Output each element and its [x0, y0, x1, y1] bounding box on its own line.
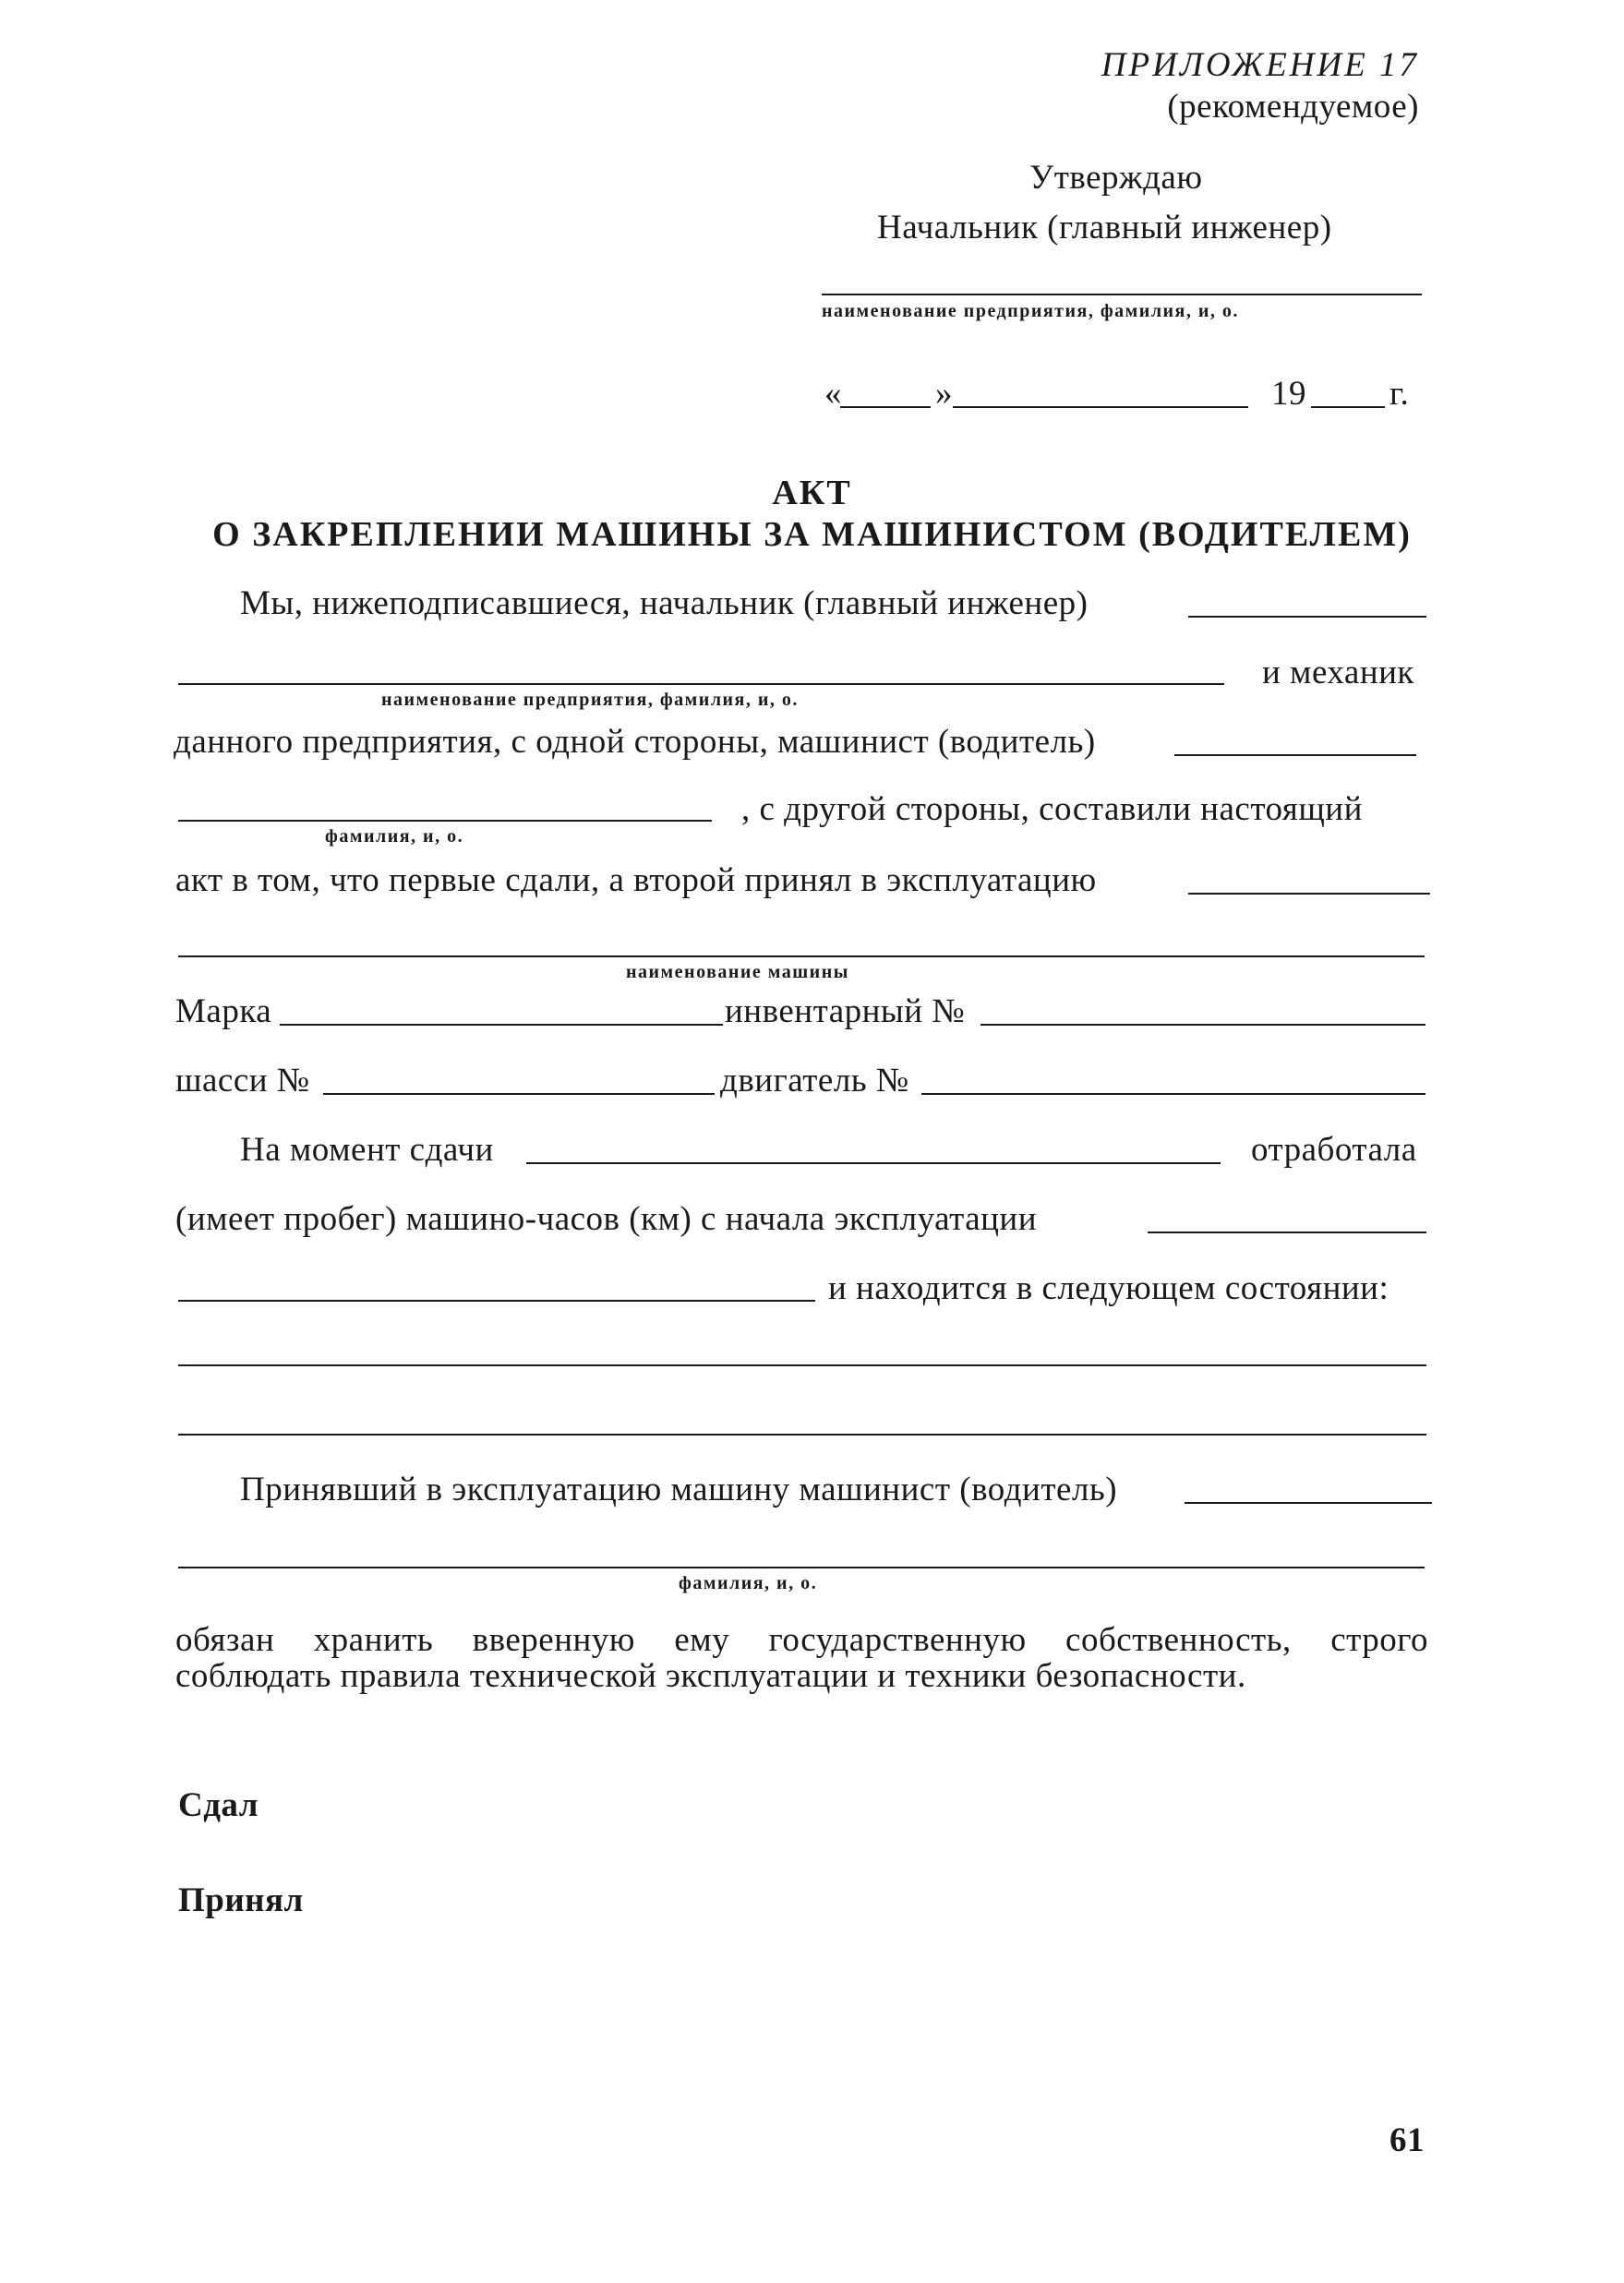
condition-line-1: [178, 1364, 1426, 1366]
approver-position: Начальник (главный инженер): [877, 209, 1332, 246]
enterprise-caption: наименование предприятия, фамилия, и, о.: [381, 690, 799, 710]
brand-fill-line: [280, 1024, 723, 1026]
act-subtitle: О ЗАКРЕПЛЕНИИ МАШИНЫ ЗА МАШИНИСТОМ (ВОДИТЕЛЕМ): [212, 515, 1412, 554]
date-quote-close: »: [935, 375, 953, 413]
act-title: АКТ: [772, 474, 852, 512]
approver-fill-line: [822, 294, 1422, 295]
handed-over-label: Сдал: [178, 1786, 259, 1824]
para-one-side: данного предприятия, с одной стороны, машинист (водитель): [174, 723, 1096, 761]
approver-caption: наименование предприятия, фамилия, и, о.: [822, 301, 1239, 321]
driver-name-caption: фамилия, и, о.: [325, 826, 464, 847]
approve-label: Утверждаю: [1029, 159, 1203, 197]
para-other-side: , с другой стороны, составили настоящий: [741, 790, 1363, 828]
para-accepted-driver: Принявший в эксплуатацию машину машинист (водитель): [240, 1471, 1118, 1508]
moment-label: На момент сдачи: [240, 1131, 494, 1169]
brand-label: Марка: [175, 992, 272, 1030]
engine-label: двигатель №: [720, 1062, 909, 1099]
driver-name-line: [178, 820, 712, 822]
machine-fill-line: [1188, 893, 1430, 895]
date-day-line: [840, 406, 931, 408]
engine-fill-line: [921, 1093, 1426, 1095]
moment-fill-line: [526, 1162, 1221, 1164]
mileage-fill-line: [1148, 1232, 1426, 1233]
date-year-line: [1311, 406, 1385, 408]
driver-fill-line: [1174, 754, 1416, 756]
worked-label: отработала: [1251, 1131, 1417, 1169]
inventory-label: инвентарный №: [725, 992, 966, 1030]
machine-caption: наименование машины: [626, 962, 849, 982]
accepted-driver-caption: фамилия, и, о.: [679, 1573, 818, 1593]
hours-fill-line: [178, 1300, 815, 1302]
condition-line-2: [178, 1434, 1426, 1436]
accepted-driver-name-line: [178, 1567, 1425, 1568]
date-year-prefix: 19: [1271, 375, 1306, 413]
condition-label: и находится в следующем состоянии:: [828, 1269, 1389, 1307]
accepted-driver-fill-line: [1185, 1502, 1432, 1504]
page-number: 61: [1389, 2121, 1425, 2159]
machine-name-line: [178, 955, 1425, 957]
inventory-fill-line: [980, 1024, 1426, 1026]
obligation-line-1: обязан хранить вверенную ему государственную собственность, строго: [175, 1621, 1428, 1659]
para-act: акт в том, что первые сдали, а второй принял в эксплуатацию: [175, 861, 1097, 899]
chassis-fill-line: [323, 1093, 715, 1095]
date-quote-open: «: [824, 375, 842, 413]
para-signatories: Мы, нижеподписавшиеся, начальник (главный инженер): [240, 584, 1089, 622]
enterprise-fill-line: [178, 683, 1224, 685]
mechanic-label: и механик: [1262, 654, 1414, 691]
para-mileage: (имеет пробег) машино-часов (км) с начала эксплуатации: [175, 1200, 1038, 1238]
obligation-line-2: соблюдать правила технической эксплуатации и техники безопасности.: [175, 1657, 1246, 1695]
date-month-line: [953, 406, 1248, 408]
date-year-suffix: г.: [1389, 375, 1410, 413]
appendix-subtitle: (рекомендуемое): [1167, 88, 1419, 126]
chief-fill-line: [1188, 616, 1426, 618]
chassis-label: шасси №: [175, 1062, 310, 1099]
accepted-label: Принял: [178, 1881, 304, 1919]
appendix-title: ПРИЛОЖЕНИЕ 17: [1101, 46, 1419, 84]
